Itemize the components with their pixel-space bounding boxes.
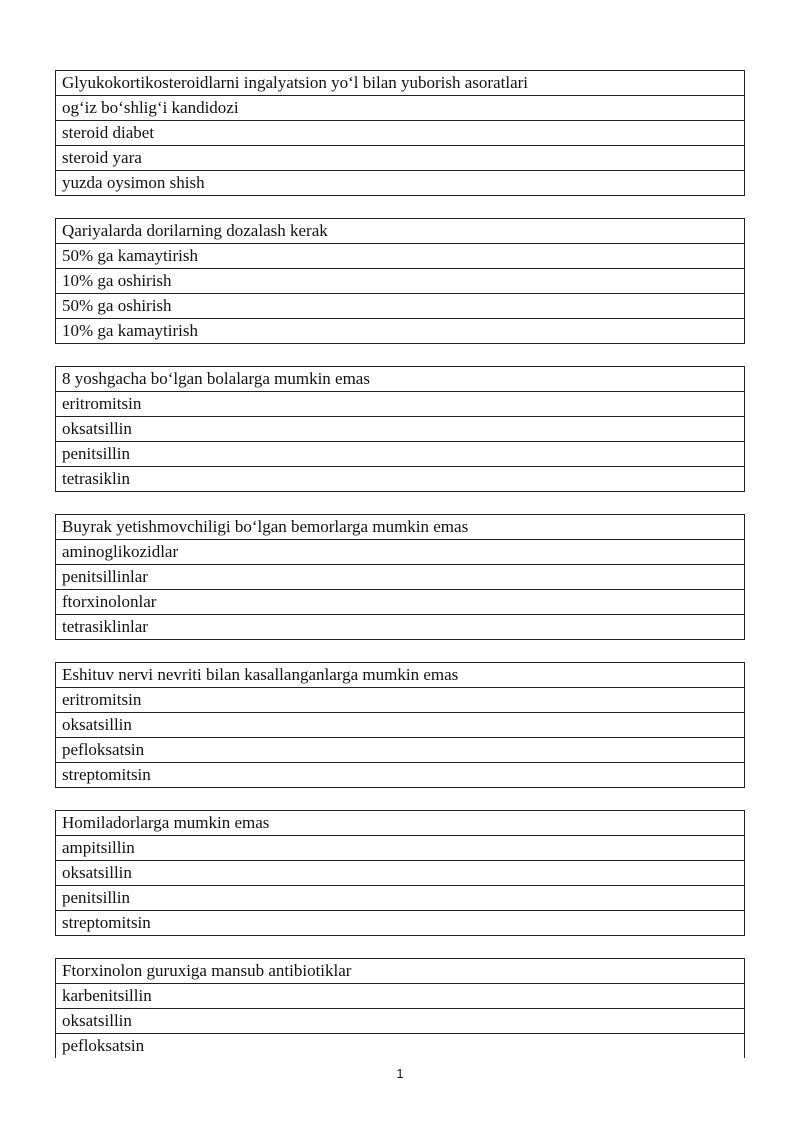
question-table xyxy=(55,366,745,492)
question-table xyxy=(55,218,745,344)
answer-option: tetrasiklinlar xyxy=(56,615,745,640)
question-text: Buyrak yetishmovchiligi bo‘lgan bemorlarga mumkin emas xyxy=(56,515,745,540)
answer-option: 50% ga oshirish xyxy=(56,294,745,319)
answer-option: aminoglikozidlar xyxy=(56,540,745,565)
answer-option: tetrasiklin xyxy=(56,467,745,492)
answer-option: karbenitsillin xyxy=(56,984,745,1009)
answer-option: oksatsillin xyxy=(56,861,745,886)
answer-option: steroid diabet xyxy=(56,121,745,146)
answer-option: penitsillinlar xyxy=(56,565,745,590)
answer-option: eritromitsin xyxy=(56,392,745,417)
question-text: Homiladorlarga mumkin emas xyxy=(56,811,745,836)
question-table xyxy=(55,810,745,936)
answer-option: oksatsillin xyxy=(56,1009,745,1034)
answer-option: og‘iz bo‘shlig‘i kandidozi xyxy=(56,96,745,121)
answer-option: pefloksatsin xyxy=(56,1034,745,1059)
question-text: 8 yoshgacha bo‘lgan bolalarga mumkin emas xyxy=(56,367,745,392)
answer-option: streptomitsin xyxy=(56,911,745,936)
answer-option: 50% ga kamaytirish xyxy=(56,244,745,269)
answer-option: streptomitsin xyxy=(56,763,745,788)
question-text: Qariyalarda dorilarning dozalash kerak xyxy=(56,219,745,244)
answer-option: steroid yara xyxy=(56,146,745,171)
page-number: 1 xyxy=(396,1066,404,1081)
answer-option: 10% ga oshirish xyxy=(56,269,745,294)
question-text: Glyukokortikosteroidlarni ingalyatsion yo‘l bilan yuborish asoratlari xyxy=(56,71,745,96)
answer-option: pefloksatsin xyxy=(56,738,745,763)
answer-option: penitsillin xyxy=(56,886,745,911)
question-table xyxy=(55,662,745,788)
answer-option: penitsillin xyxy=(56,442,745,467)
answer-option: eritromitsin xyxy=(56,688,745,713)
answer-option: oksatsillin xyxy=(56,713,745,738)
question-text: Eshituv nervi nevriti bilan kasallanganlarga mumkin emas xyxy=(56,663,745,688)
document-page xyxy=(55,70,745,1080)
answer-option: ftorxinolonlar xyxy=(56,590,745,615)
question-table xyxy=(55,958,745,1058)
answer-option: 10% ga kamaytirish xyxy=(56,319,745,344)
answer-option: oksatsillin xyxy=(56,417,745,442)
question-table xyxy=(55,514,745,640)
answer-option: ampitsillin xyxy=(56,836,745,861)
question-text: Ftorxinolon guruxiga mansub antibiotiklar xyxy=(56,959,745,984)
question-table xyxy=(55,70,745,196)
answer-option: yuzda oysimon shish xyxy=(56,171,745,196)
